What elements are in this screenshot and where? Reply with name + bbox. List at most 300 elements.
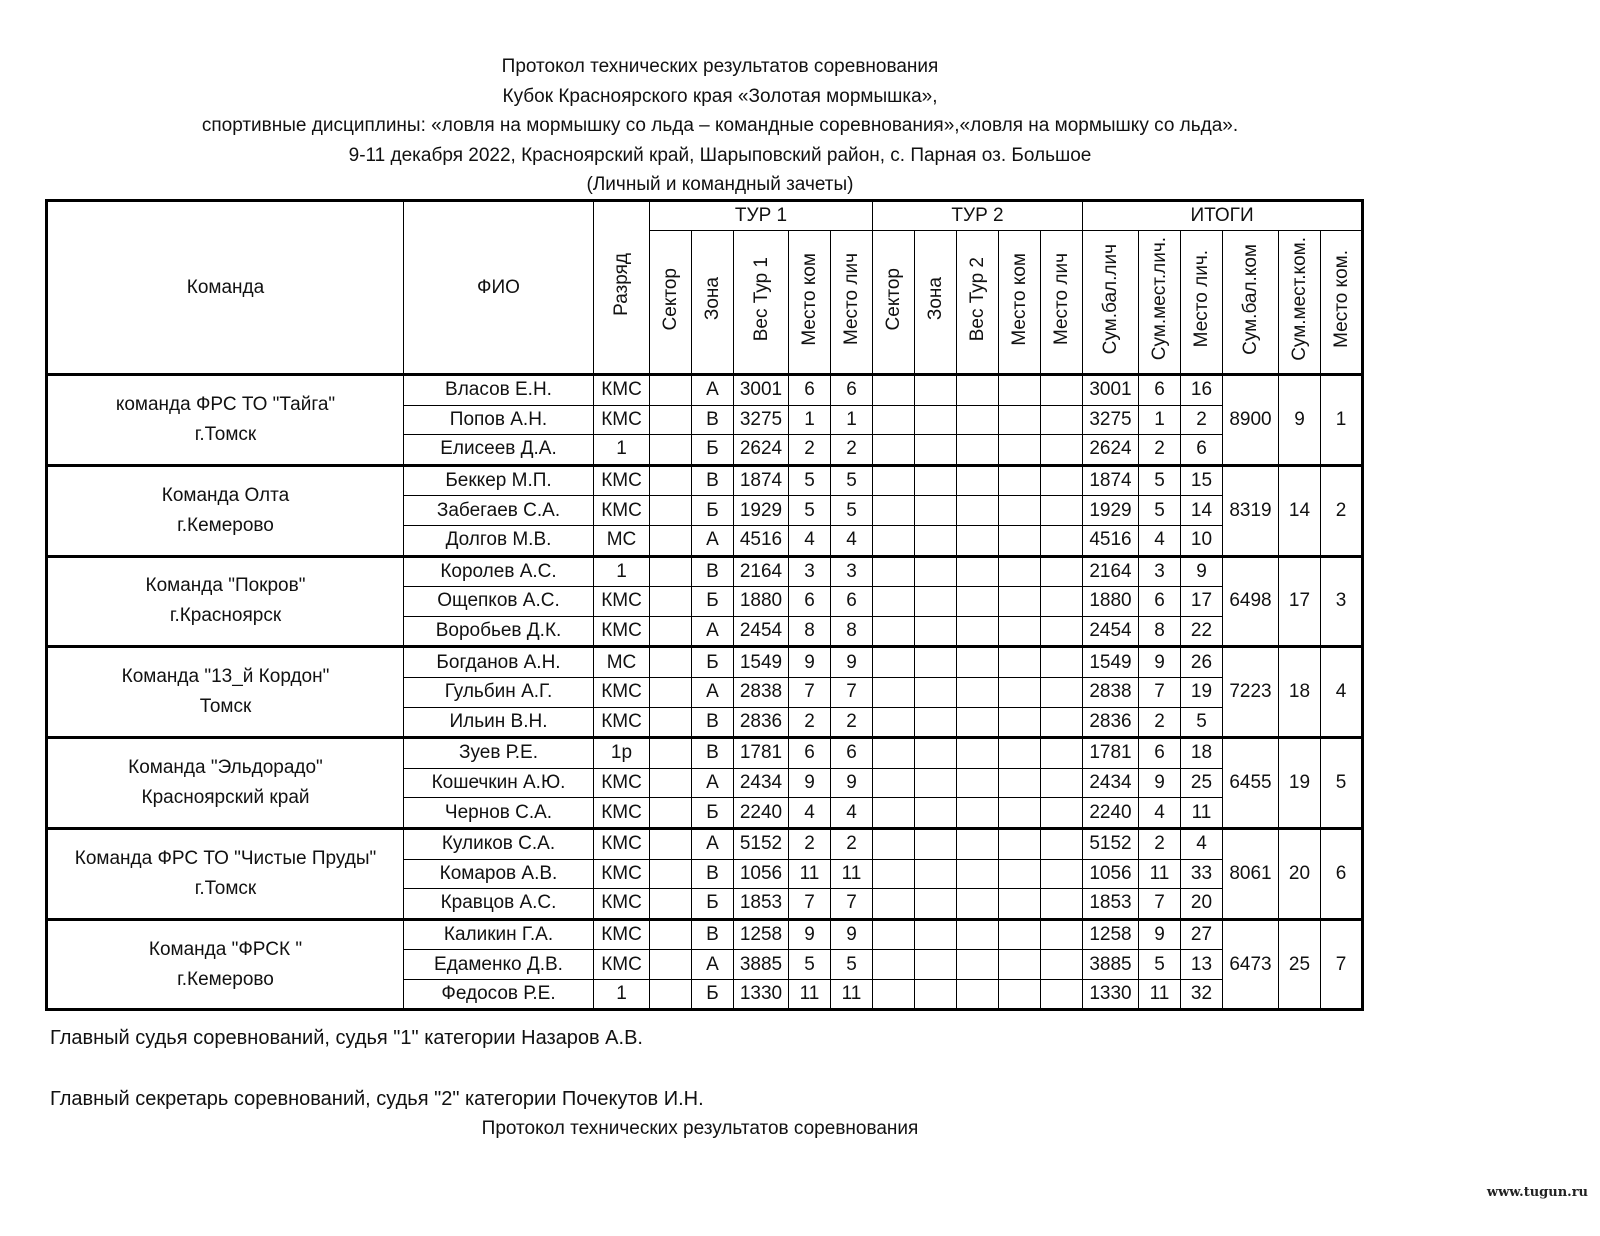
place-pers: 9 <box>1181 556 1223 587</box>
t1-place-pers: 11 <box>831 859 873 889</box>
team-place: 3 <box>1321 556 1363 647</box>
t2-empty-cell <box>957 647 999 678</box>
place-pers: 19 <box>1181 677 1223 707</box>
t2-empty-cell <box>873 979 915 1010</box>
t1-place-pers: 9 <box>831 919 873 950</box>
place-pers: 11 <box>1181 798 1223 829</box>
t2-empty-cell <box>915 828 957 859</box>
place-pers: 14 <box>1181 496 1223 526</box>
t1-sector <box>650 919 692 950</box>
t2-empty-cell <box>1041 677 1083 707</box>
athlete-name: Кошечкин А.Ю. <box>404 768 594 798</box>
team-city: Томск <box>199 696 252 718</box>
t2-empty-cell <box>873 496 915 526</box>
team-cell <box>47 919 404 1010</box>
athlete-rank: КМС <box>594 375 650 406</box>
t1-weight: 3275 <box>734 405 789 435</box>
t1-place-pers: 3 <box>831 556 873 587</box>
t2-empty-cell <box>999 556 1041 587</box>
t1-zone: А <box>692 677 734 707</box>
team-city: Красноярский край <box>141 787 310 809</box>
athlete-rank: 1 <box>594 435 650 466</box>
t2-empty-cell <box>1041 859 1083 889</box>
t1-weight: 2838 <box>734 677 789 707</box>
t1-zone: А <box>692 525 734 556</box>
athlete-name: Забегаев С.А. <box>404 496 594 526</box>
t2-empty-cell <box>999 465 1041 496</box>
t2-empty-cell <box>1041 950 1083 980</box>
team-sum: 7223 <box>1223 647 1279 738</box>
t1-sector <box>650 465 692 496</box>
t1-place-pers: 7 <box>831 677 873 707</box>
group-tour1-header: ТУР 1 <box>650 201 873 231</box>
header-disciplines: спортивные дисциплины: «ловля на мормышку со льда – командные соревнования»,«ловля на мормышку со льда». <box>201 115 1239 136</box>
col-t1-place-team-header: Место ком <box>789 231 831 375</box>
t1-place-pers: 4 <box>831 798 873 829</box>
col-t2-sector-header: Сектор <box>873 231 915 375</box>
col-t1-place-pers-header: Место лич <box>831 231 873 375</box>
t1-sector <box>650 435 692 466</box>
t2-empty-cell <box>1041 919 1083 950</box>
t1-weight: 3885 <box>734 950 789 980</box>
team-sum-places: 19 <box>1279 738 1321 829</box>
t1-sector <box>650 979 692 1010</box>
t1-place-team: 9 <box>789 919 831 950</box>
team-cell <box>47 556 404 647</box>
t2-empty-cell <box>999 889 1041 920</box>
t2-empty-cell <box>999 798 1041 829</box>
place-pers: 33 <box>1181 859 1223 889</box>
athlete-rank: КМС <box>594 798 650 829</box>
col-sum-place-pers-header: Сум.мест.лич. <box>1139 231 1181 375</box>
table-row <box>47 919 1363 950</box>
athlete-rank: 1 <box>594 979 650 1010</box>
chief-secretary-line: Главный секретарь соревнований, судья "2" категории Почекутов И.Н. <box>50 1088 704 1110</box>
athlete-name: Богданов А.Н. <box>404 647 594 678</box>
t1-zone: Б <box>692 979 734 1010</box>
sum-place-pers: 3 <box>1139 556 1181 587</box>
sum-pers: 1874 <box>1083 465 1139 496</box>
team-city: г.Томск <box>194 423 257 445</box>
t1-place-team: 6 <box>789 375 831 406</box>
athlete-rank: КМС <box>594 707 650 738</box>
t1-zone: А <box>692 616 734 647</box>
t1-sector <box>650 677 692 707</box>
t1-sector <box>650 828 692 859</box>
t1-place-team: 6 <box>789 587 831 617</box>
t2-empty-cell <box>957 768 999 798</box>
place-pers: 18 <box>1181 738 1223 769</box>
t1-place-pers: 4 <box>831 525 873 556</box>
t2-empty-cell <box>999 496 1041 526</box>
athlete-rank: КМС <box>594 587 650 617</box>
t1-place-team: 1 <box>789 405 831 435</box>
t2-empty-cell <box>873 798 915 829</box>
t2-empty-cell <box>999 950 1041 980</box>
t2-empty-cell <box>999 525 1041 556</box>
t2-empty-cell <box>915 677 957 707</box>
t2-empty-cell <box>957 859 999 889</box>
athlete-name: Едаменко Д.В. <box>404 950 594 980</box>
place-pers: 25 <box>1181 768 1223 798</box>
col-team-header: Команда <box>47 201 404 375</box>
team-name: Команда "ФРСК " <box>148 938 303 960</box>
t2-empty-cell <box>1041 556 1083 587</box>
t2-empty-cell <box>1041 889 1083 920</box>
team-place: 7 <box>1321 919 1363 1010</box>
t2-empty-cell <box>873 919 915 950</box>
t2-empty-cell <box>999 375 1041 406</box>
t2-empty-cell <box>915 375 957 406</box>
group-tour2-header: ТУР 2 <box>873 201 1083 231</box>
t1-weight: 2624 <box>734 435 789 466</box>
t2-empty-cell <box>873 556 915 587</box>
team-name: команда ФРС ТО "Тайга" <box>115 393 336 415</box>
team-sum-places: 14 <box>1279 465 1321 556</box>
t1-sector <box>650 616 692 647</box>
t2-empty-cell <box>873 950 915 980</box>
t1-zone: А <box>692 950 734 980</box>
t2-empty-cell <box>873 525 915 556</box>
t2-empty-cell <box>873 677 915 707</box>
sum-place-pers: 6 <box>1139 375 1181 406</box>
t2-empty-cell <box>915 889 957 920</box>
sum-place-pers: 4 <box>1139 798 1181 829</box>
t1-sector <box>650 859 692 889</box>
team-sum-places: 9 <box>1279 375 1321 466</box>
sum-pers: 2454 <box>1083 616 1139 647</box>
t1-sector <box>650 375 692 406</box>
t2-empty-cell <box>999 828 1041 859</box>
sum-place-pers: 2 <box>1139 435 1181 466</box>
t1-place-pers: 6 <box>831 375 873 406</box>
team-sum-places: 20 <box>1279 828 1321 919</box>
sum-pers: 3885 <box>1083 950 1139 980</box>
sum-pers: 1549 <box>1083 647 1139 678</box>
table-row <box>47 738 1363 769</box>
col-sum-team-header: Сум.бал.ком <box>1223 231 1279 375</box>
team-sum: 8900 <box>1223 375 1279 466</box>
t2-empty-cell <box>915 798 957 829</box>
t2-empty-cell <box>999 707 1041 738</box>
t1-weight: 2454 <box>734 616 789 647</box>
t1-place-pers: 5 <box>831 465 873 496</box>
athlete-name: Каликин Г.А. <box>404 919 594 950</box>
t1-zone: В <box>692 707 734 738</box>
sum-pers: 1056 <box>1083 859 1139 889</box>
watermark: www.tugun.ru <box>1486 1185 1588 1200</box>
col-t2-zone-header: Зона <box>915 231 957 375</box>
t2-empty-cell <box>1041 828 1083 859</box>
t2-empty-cell <box>1041 405 1083 435</box>
results-table <box>45 199 1364 1011</box>
t2-empty-cell <box>1041 435 1083 466</box>
athlete-rank: МС <box>594 647 650 678</box>
t1-place-pers: 5 <box>831 950 873 980</box>
sum-place-pers: 6 <box>1139 738 1181 769</box>
t1-place-team: 4 <box>789 798 831 829</box>
t2-empty-cell <box>999 919 1041 950</box>
t2-empty-cell <box>999 738 1041 769</box>
t1-sector <box>650 950 692 980</box>
t1-zone: Б <box>692 889 734 920</box>
team-city: г.Кемерово <box>177 514 274 536</box>
t2-empty-cell <box>915 707 957 738</box>
t2-empty-cell <box>915 405 957 435</box>
t1-place-pers: 2 <box>831 435 873 466</box>
t1-sector <box>650 889 692 920</box>
sum-pers: 1929 <box>1083 496 1139 526</box>
t1-weight: 1853 <box>734 889 789 920</box>
t1-place-pers: 5 <box>831 496 873 526</box>
t2-empty-cell <box>1041 616 1083 647</box>
t2-empty-cell <box>957 738 999 769</box>
t2-empty-cell <box>873 738 915 769</box>
athlete-rank: 1 <box>594 556 650 587</box>
t1-weight: 1781 <box>734 738 789 769</box>
t1-place-team: 9 <box>789 768 831 798</box>
t1-weight: 2164 <box>734 556 789 587</box>
document-header <box>0 52 1440 200</box>
col-fio-header: ФИО <box>404 201 594 375</box>
sum-pers: 2240 <box>1083 798 1139 829</box>
t2-empty-cell <box>915 919 957 950</box>
sum-pers: 1258 <box>1083 919 1139 950</box>
t1-zone: Б <box>692 647 734 678</box>
place-pers: 20 <box>1181 889 1223 920</box>
t2-empty-cell <box>957 435 999 466</box>
t2-empty-cell <box>915 435 957 466</box>
t2-empty-cell <box>873 707 915 738</box>
sum-pers: 2164 <box>1083 556 1139 587</box>
t2-empty-cell <box>915 768 957 798</box>
t2-empty-cell <box>1041 798 1083 829</box>
place-pers: 13 <box>1181 950 1223 980</box>
t1-place-pers: 1 <box>831 405 873 435</box>
sum-place-pers: 11 <box>1139 979 1181 1010</box>
t1-weight: 1056 <box>734 859 789 889</box>
col-t2-weight-header: Вес Тур 2 <box>957 231 999 375</box>
athlete-rank: КМС <box>594 405 650 435</box>
results-body <box>47 375 1363 1010</box>
t2-empty-cell <box>957 950 999 980</box>
athlete-rank: КМС <box>594 768 650 798</box>
team-place: 5 <box>1321 738 1363 829</box>
t2-empty-cell <box>1041 768 1083 798</box>
t2-empty-cell <box>999 587 1041 617</box>
t2-empty-cell <box>915 950 957 980</box>
sum-pers: 2434 <box>1083 768 1139 798</box>
sum-place-pers: 5 <box>1139 465 1181 496</box>
t1-zone: В <box>692 405 734 435</box>
athlete-rank: КМС <box>594 859 650 889</box>
t1-place-pers: 6 <box>831 587 873 617</box>
t2-empty-cell <box>1041 738 1083 769</box>
t1-place-team: 11 <box>789 859 831 889</box>
col-sum-place-team-header: Сум.мест.ком. <box>1279 231 1321 375</box>
athlete-rank: МС <box>594 525 650 556</box>
t2-empty-cell <box>873 859 915 889</box>
sum-place-pers: 4 <box>1139 525 1181 556</box>
sum-pers: 2838 <box>1083 677 1139 707</box>
sum-place-pers: 6 <box>1139 587 1181 617</box>
t2-empty-cell <box>957 828 999 859</box>
team-place: 6 <box>1321 828 1363 919</box>
place-pers: 2 <box>1181 405 1223 435</box>
t2-empty-cell <box>1041 647 1083 678</box>
sum-place-pers: 7 <box>1139 889 1181 920</box>
team-sum: 6455 <box>1223 738 1279 829</box>
sum-place-pers: 9 <box>1139 647 1181 678</box>
t1-sector <box>650 768 692 798</box>
header-date-place: 9-11 декабря 2022, Красноярский край, Шарыповский район, с. Парная оз. Большое <box>348 144 1092 166</box>
team-sum-places: 18 <box>1279 647 1321 738</box>
t2-empty-cell <box>873 587 915 617</box>
t1-place-pers: 9 <box>831 768 873 798</box>
sum-pers: 2624 <box>1083 435 1139 466</box>
t1-place-team: 4 <box>789 525 831 556</box>
t1-zone: Б <box>692 587 734 617</box>
table-row <box>47 556 1363 587</box>
t1-place-team: 5 <box>789 950 831 980</box>
sum-place-pers: 5 <box>1139 950 1181 980</box>
t2-empty-cell <box>999 616 1041 647</box>
team-sum: 6473 <box>1223 919 1279 1010</box>
table-row <box>47 828 1363 859</box>
sum-pers: 1880 <box>1083 587 1139 617</box>
sum-pers: 2836 <box>1083 707 1139 738</box>
athlete-name: Воробьев Д.К. <box>404 616 594 647</box>
col-place-team-header: Место ком. <box>1321 231 1363 375</box>
table-row <box>47 375 1363 406</box>
t2-empty-cell <box>873 616 915 647</box>
place-pers: 27 <box>1181 919 1223 950</box>
t2-empty-cell <box>999 405 1041 435</box>
t2-empty-cell <box>873 465 915 496</box>
t2-empty-cell <box>1041 496 1083 526</box>
athlete-rank: КМС <box>594 950 650 980</box>
t1-place-pers: 7 <box>831 889 873 920</box>
t1-place-team: 5 <box>789 496 831 526</box>
place-pers: 5 <box>1181 707 1223 738</box>
athlete-rank: КМС <box>594 889 650 920</box>
t1-sector <box>650 707 692 738</box>
t1-weight: 1330 <box>734 979 789 1010</box>
team-city: г.Кемерово <box>177 968 274 990</box>
t2-empty-cell <box>915 465 957 496</box>
athlete-name: Власов Е.Н. <box>404 375 594 406</box>
group-totals-header: ИТОГИ <box>1083 201 1363 231</box>
t1-sector <box>650 587 692 617</box>
team-name: Команда "Эльдорадо" <box>128 757 323 779</box>
t1-weight: 2434 <box>734 768 789 798</box>
t2-empty-cell <box>873 405 915 435</box>
sum-place-pers: 7 <box>1139 677 1181 707</box>
place-pers: 10 <box>1181 525 1223 556</box>
t2-empty-cell <box>915 525 957 556</box>
col-sum-pers-header: Сум.бал.лич <box>1083 231 1139 375</box>
athlete-rank: 1р <box>594 738 650 769</box>
athlete-name: Чернов С.А. <box>404 798 594 829</box>
team-cell <box>47 375 404 466</box>
athlete-name: Беккер М.П. <box>404 465 594 496</box>
team-cell <box>47 738 404 829</box>
t1-sector <box>650 525 692 556</box>
t2-empty-cell <box>915 647 957 678</box>
athlete-name: Гульбин А.Г. <box>404 677 594 707</box>
col-rank-header: Разряд <box>594 201 650 375</box>
chief-judge-line: Главный судья соревнований, судья "1" категории Назаров А.В. <box>50 1027 643 1049</box>
t1-weight: 1258 <box>734 919 789 950</box>
sum-place-pers: 9 <box>1139 768 1181 798</box>
sum-place-pers: 2 <box>1139 707 1181 738</box>
athlete-name: Куликов С.А. <box>404 828 594 859</box>
t2-empty-cell <box>915 556 957 587</box>
athlete-name: Федосов Р.Е. <box>404 979 594 1010</box>
t2-empty-cell <box>957 979 999 1010</box>
t1-sector <box>650 405 692 435</box>
athlete-name: Долгов М.В. <box>404 525 594 556</box>
t2-empty-cell <box>957 798 999 829</box>
sum-pers: 4516 <box>1083 525 1139 556</box>
t1-place-team: 2 <box>789 707 831 738</box>
place-pers: 32 <box>1181 979 1223 1010</box>
t1-weight: 2240 <box>734 798 789 829</box>
sum-pers: 5152 <box>1083 828 1139 859</box>
col-t1-weight-header: Вес Тур 1 <box>734 231 789 375</box>
col-t2-place-team-header: Место ком <box>999 231 1041 375</box>
t1-sector <box>650 798 692 829</box>
t2-empty-cell <box>999 859 1041 889</box>
sum-pers: 1781 <box>1083 738 1139 769</box>
sum-place-pers: 11 <box>1139 859 1181 889</box>
sum-place-pers: 8 <box>1139 616 1181 647</box>
t2-empty-cell <box>957 587 999 617</box>
t1-weight: 1549 <box>734 647 789 678</box>
t1-sector <box>650 556 692 587</box>
t1-weight: 5152 <box>734 828 789 859</box>
t2-empty-cell <box>873 768 915 798</box>
t1-weight: 1880 <box>734 587 789 617</box>
t1-zone: В <box>692 556 734 587</box>
place-pers: 22 <box>1181 616 1223 647</box>
header-standings-type: (Личный и командный зачеты) <box>586 174 854 195</box>
t2-empty-cell <box>999 647 1041 678</box>
team-name: Команда "Покров" <box>145 575 306 597</box>
t2-empty-cell <box>1041 465 1083 496</box>
athlete-rank: КМС <box>594 465 650 496</box>
col-t2-place-pers-header: Место лич <box>1041 231 1083 375</box>
place-pers: 16 <box>1181 375 1223 406</box>
athlete-name: Королев А.С. <box>404 556 594 587</box>
t1-zone: А <box>692 375 734 406</box>
t2-empty-cell <box>915 738 957 769</box>
t1-zone: В <box>692 738 734 769</box>
t1-place-team: 2 <box>789 435 831 466</box>
t1-sector <box>650 496 692 526</box>
athlete-name: Попов А.Н. <box>404 405 594 435</box>
team-place: 2 <box>1321 465 1363 556</box>
table-row <box>47 465 1363 496</box>
t1-zone: А <box>692 768 734 798</box>
t2-empty-cell <box>957 677 999 707</box>
t2-empty-cell <box>1041 587 1083 617</box>
team-cell <box>47 647 404 738</box>
t1-place-team: 3 <box>789 556 831 587</box>
t2-empty-cell <box>915 587 957 617</box>
t1-place-team: 9 <box>789 647 831 678</box>
t2-empty-cell <box>873 647 915 678</box>
